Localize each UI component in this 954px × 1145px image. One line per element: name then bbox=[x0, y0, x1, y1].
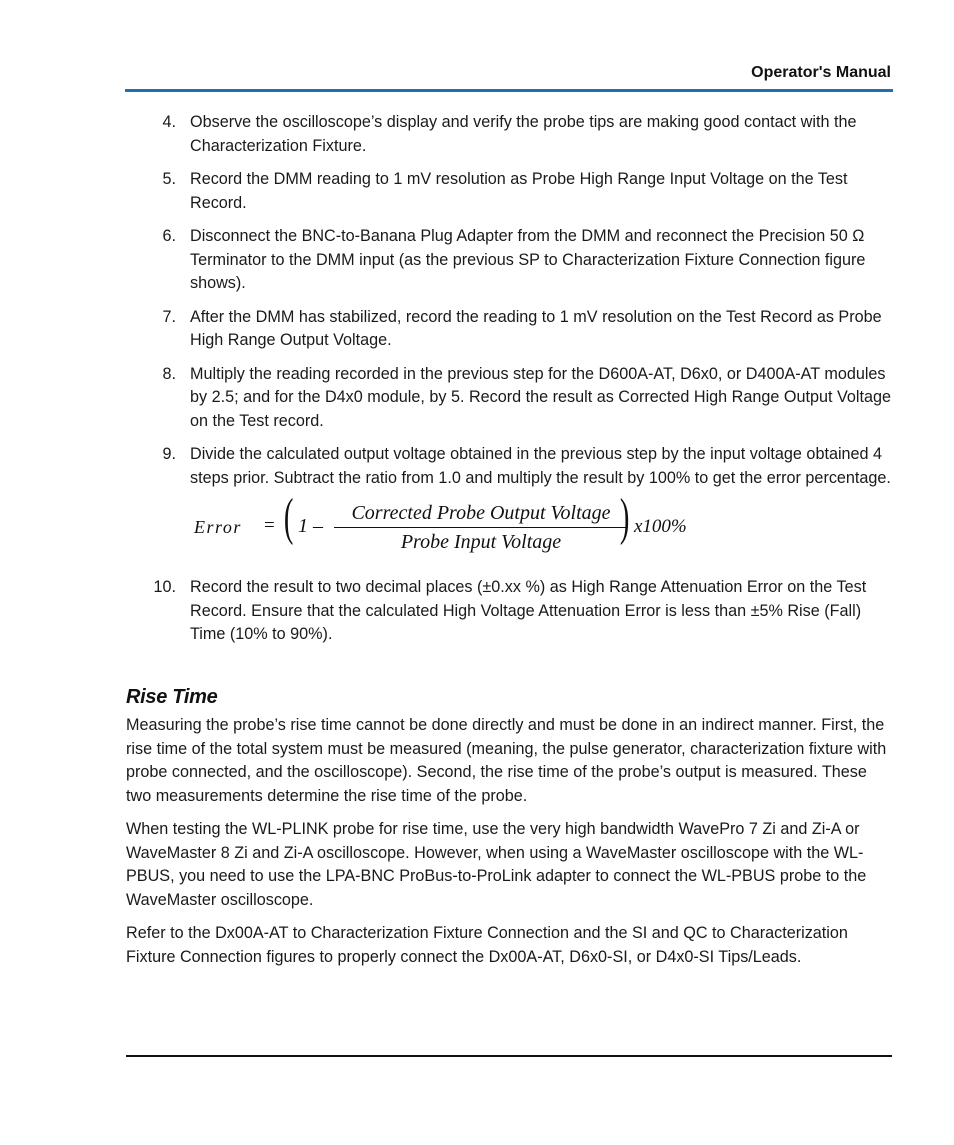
formula-one-minus: 1 – bbox=[298, 515, 323, 537]
paragraph: Measuring the probe’s rise time cannot be done directly and must be done in an indirect manner. First, the rise time of the total system must be measured (meaning, the pulse generator, characterization fixture with probe connected, and the oscilloscope). Second, the rise time of the probe’s output is measured. These two measurements determine the rise time of the probe. bbox=[126, 716, 887, 805]
step-number: 9. bbox=[162, 445, 176, 463]
step-text: Observe the oscilloscope’s display and verify the probe tips are making good contact with the Characterization Fixture. bbox=[190, 113, 857, 155]
step-number: 5. bbox=[162, 170, 176, 188]
step-number: 8. bbox=[162, 364, 176, 383]
step-8 bbox=[150, 363, 895, 434]
step-5 bbox=[150, 168, 895, 215]
step-9 bbox=[150, 443, 895, 562]
formula-fraction bbox=[334, 500, 628, 555]
formula-equals: = bbox=[264, 515, 275, 536]
procedure-steps bbox=[150, 111, 895, 657]
formula-numerator: Corrected Probe Output Voltage bbox=[351, 502, 611, 524]
header-rule bbox=[125, 89, 893, 92]
section-heading-rise-time: Rise Time bbox=[126, 686, 218, 708]
step-text: Record the result to two decimal places (±0.xx %) as High Range Attenuation Error on the Test Record. Ensure that the calculated High Voltage Attenuation Error is less than ±5% Rise (Fall) Time (10% to 90%). bbox=[190, 578, 867, 643]
error-formula bbox=[194, 489, 895, 562]
step-number: 4. bbox=[162, 113, 176, 131]
fraction-bar bbox=[334, 527, 628, 528]
formula-multiplier: x100% bbox=[634, 516, 687, 537]
step-7 bbox=[150, 306, 895, 353]
step-text: After the DMM has stabilized, record the reading to 1 mV resolution on the Test Record as Probe High Range Output Voltage. bbox=[190, 307, 882, 349]
paragraph: When testing the WL-PLINK probe for rise time, use the very high bandwidth WavePro 7 Zi and Zi-A or WaveMaster 8 Zi and Zi-A oscilloscope. However, when using a WaveMaster oscilloscope with the WL-PBUS, you need to use the LPA-BNC ProBus-to-ProLink adapter to connect the WL-PBUS probe to the WaveMaster oscilloscope. bbox=[126, 820, 867, 909]
step-text: Disconnect the BNC-to-Banana Plug Adapter from the DMM and reconnect the Precision 50 Ω Terminator to the DMM input (as the previous SP to Characterization Fixture Connection figure shows). bbox=[190, 227, 866, 292]
section-body bbox=[126, 714, 896, 979]
step-number: 10. bbox=[153, 578, 176, 596]
step-text: Multiply the reading recorded in the previous step for the D600A-AT, D6x0, or D400A-AT modules by 2.5; and for the D4x0 module, by 5. Record the result as Corrected High Range Output Voltage on the Test record. bbox=[190, 364, 891, 430]
formula-right-paren: ) bbox=[619, 489, 630, 546]
step-4 bbox=[150, 111, 895, 158]
formula-lhs: Error bbox=[194, 517, 242, 537]
step-text: Record the DMM reading to 1 mV resolution as Probe High Range Input Voltage on the Test Record. bbox=[190, 170, 848, 212]
step-10 bbox=[150, 576, 895, 647]
paragraph: Refer to the Dx00A-AT to Characterization Fixture Connection and the SI and QC to Characterization Fixture Connection figures to properly connect the Dx00A-AT, D6x0-SI, or D4x0-SI Tips/Leads. bbox=[126, 924, 848, 966]
step-number: 7. bbox=[162, 307, 176, 326]
step-text: Divide the calculated output voltage obtained in the previous step by the input voltage obtained 4 steps prior. Subtract the ratio from 1.0 and multiply the result by 100% to get the error percentage. bbox=[190, 445, 891, 487]
formula-left-paren: ( bbox=[283, 489, 294, 546]
formula-denominator: Probe Input Voltage bbox=[400, 531, 562, 553]
step-6 bbox=[150, 225, 895, 296]
footer-rule bbox=[126, 1055, 892, 1057]
step-number: 6. bbox=[162, 227, 176, 245]
page-header-title: Operator's Manual bbox=[751, 64, 891, 81]
